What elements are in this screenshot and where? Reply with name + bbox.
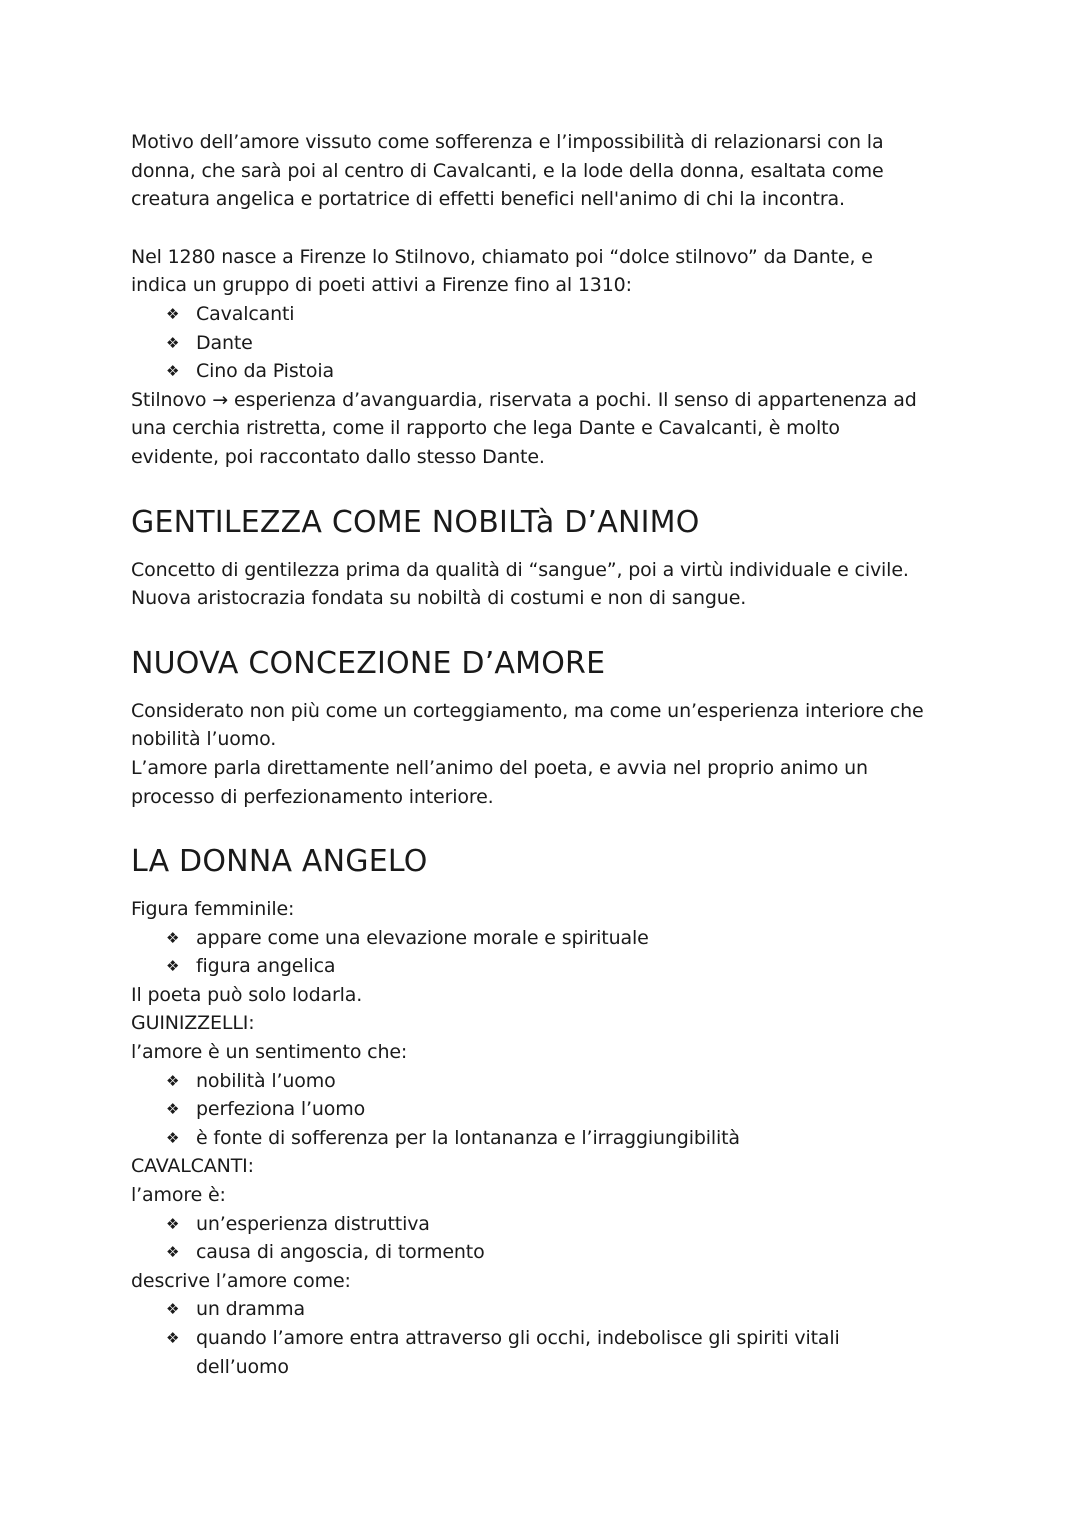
list-item-text: figura angelica [196,955,336,978]
section-heading-donna-angelo: LA DONNA ANGELO [131,844,428,880]
list-item-text: è fonte di sofferenza per la lontananza e l’irraggiungibilità [196,1126,740,1149]
list-item-text: un dramma [196,1298,305,1321]
paragraph-line: Stilnovo → esperienza d’avanguardia, riservata a pochi. Il senso di appartenenza ad [131,388,917,411]
list-item-text: appare come una elevazione morale e spirituale [196,926,649,949]
list-item-text: quando l’amore entra attraverso gli occhi, indebolisce gli spiriti vitali [196,1327,840,1349]
paragraph-gap [131,214,961,243]
list-item-text: Dante [196,331,253,354]
list-item-text: un’esperienza distruttiva [196,1212,430,1235]
paragraph-line: processo di perfezionamento interiore. [131,785,494,808]
list-item [131,357,961,386]
list-item [131,329,961,358]
list-item-text: Cino da Pistoia [196,360,334,383]
paragraph-line: una cerchia ristretta, come il rapporto che lega Dante e Cavalcanti, è molto [131,417,840,440]
paragraph-line: Nuova aristocrazia fondata su nobiltà di costumi e non di sangue. [131,587,747,610]
diamond-bullet-icon: ❖ [166,1214,180,1233]
stilnovo-paragraph [131,243,961,472]
list-item [131,1324,961,1353]
paragraph-line: indica un gruppo di poeti attivi a Firenze fino al 1310: [131,274,632,297]
intro-paragraph [131,128,961,214]
diamond-bullet-icon: ❖ [166,333,180,352]
diamond-bullet-icon: ❖ [166,362,180,381]
list-item [131,1067,961,1096]
paragraph-line: Motivo dell’amore vissuto come sofferenza e l’impossibilità di relazionarsi con la [131,131,884,153]
author-label-cavalcanti: CAVALCANTI: [131,1155,254,1178]
list-item-text: nobilità l’uomo [196,1069,336,1092]
diamond-bullet-icon: ❖ [166,1071,180,1090]
paragraph-line: descrive l’amore come: [131,1269,351,1292]
diamond-bullet-icon: ❖ [166,1329,180,1347]
paragraph-line: nobilità l’uomo. [131,728,277,751]
paragraph-line: evidente, poi raccontato dallo stesso Dante. [131,445,545,468]
paragraph-line: L’amore parla direttamente nell’animo del poeta, e avvia nel proprio animo un [131,756,868,779]
list-item-text: Cavalcanti [196,302,295,325]
list-item-continuation [131,1353,961,1382]
poets-list [131,300,961,386]
list-item [131,1210,961,1239]
paragraph-line: Nel 1280 nasce a Firenze lo Stilnovo, chiamato poi “dolce stilnovo” da Dante, e [131,245,873,268]
list-item [131,924,961,953]
diamond-bullet-icon: ❖ [166,928,180,947]
list-item-text: causa di angoscia, di tormento [196,1241,485,1264]
list-item [131,1295,961,1324]
diamond-bullet-icon: ❖ [166,957,180,976]
paragraph-line: Il poeta può solo lodarla. [131,983,363,1006]
diamond-bullet-icon: ❖ [166,304,180,323]
list-item [131,1124,961,1153]
list-item-text: perfeziona l’uomo [196,1098,366,1121]
list-item [131,300,961,329]
list-item [131,952,961,981]
list-item-text: dell’uomo [196,1355,289,1378]
guinizzelli-list [131,1067,961,1153]
paragraph-line: l’amore è un sentimento che: [131,1041,408,1064]
donna-angelo-section [131,895,961,1381]
list-item [131,1095,961,1124]
cavalcanti-list [131,1210,961,1267]
author-label-guinizzelli: GUINIZZELLI: [131,1012,255,1035]
section-heading-amore: NUOVA CONCEZIONE D’AMORE [131,645,606,681]
document-page [131,128,961,1381]
paragraph-line: Considerato non più come un corteggiamento, ma come un’esperienza interiore che [131,699,924,722]
section-heading-gentilezza: GENTILEZZA COME NOBILTà D’ANIMO [131,504,700,540]
diamond-bullet-icon: ❖ [166,1128,180,1147]
paragraph-line: Figura femminile: [131,898,295,921]
figura-list [131,924,961,981]
diamond-bullet-icon: ❖ [166,1100,180,1119]
list-item [131,1238,961,1267]
diamond-bullet-icon: ❖ [166,1243,180,1262]
diamond-bullet-icon: ❖ [166,1300,180,1319]
paragraph-line: Concetto di gentilezza prima da qualità di “sangue”, poi a virtù individuale e civile. [131,558,909,581]
paragraph-line: donna, che sarà poi al centro di Cavalcanti, e la lode della donna, esaltata come [131,159,884,182]
gentilezza-paragraph [131,556,961,613]
paragraph-line: creatura angelica e portatrice di effetti benefici nell'animo di chi la incontra. [131,188,845,211]
amore-paragraph [131,697,961,811]
descrive-list [131,1295,961,1381]
paragraph-line: l’amore è: [131,1184,226,1207]
